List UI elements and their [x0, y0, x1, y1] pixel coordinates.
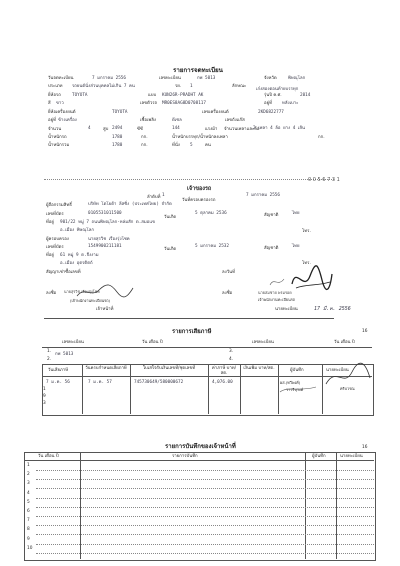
reg-date-value: 7 มกราคม 2556 — [92, 76, 126, 81]
rights-holder-value: บริษัท โตโยต้า ลีสซิ่ง (ประเทศไทย) จำกัด — [88, 202, 172, 207]
make-label: ยี่ห้อรถ — [48, 93, 61, 98]
address2-value-2: อ.เมือง อุตรดิตถ์ — [60, 261, 93, 266]
tax-plate-no-1: 1. — [47, 349, 52, 354]
tax-row-receipt: 745730649/580000672 — [134, 380, 184, 385]
type-label: ประเภท — [48, 84, 63, 89]
plate-label: เลขทะเบียน — [159, 76, 181, 81]
tank-label: เลขถังแก๊ส — [225, 118, 245, 123]
gross-unit: กก. — [141, 143, 148, 148]
records-page-no: 16 — [362, 445, 368, 450]
axle-value: 2 เพลา 4 ล้อ ยาง 4 เส้น — [253, 126, 305, 131]
stray-text: 0 0 5 6 7 3 1 — [308, 177, 340, 183]
records-row-number: 2 — [27, 472, 30, 478]
color-label: สี — [48, 101, 51, 106]
registrar-role: เจ้าพนักงานทะเบียนรถ — [258, 297, 296, 302]
hp-value: 144 — [172, 126, 180, 131]
records-header-rule — [24, 460, 374, 461]
tax-col-due: วันครบกำหนดเสียภาษี — [85, 366, 127, 371]
tax-date-header-2: วัน เดือน ปี — [334, 340, 355, 345]
seats-label: ที่นั่ง — [172, 143, 180, 148]
address2-value: 61 หมู่ 9 ต.จึงงาม — [60, 253, 99, 258]
records-col-entry: รายการบันทึก — [172, 454, 198, 459]
sequence-label: ลำดับที่ — [147, 195, 161, 200]
tax-col-paid: วันเสียภาษี — [48, 368, 69, 373]
registrar-title: นายทะเบียน — [275, 307, 298, 312]
class-label: รย. — [175, 84, 182, 89]
tax-row-number: 1 — [43, 387, 46, 392]
tax-plate-no-3: 3. — [229, 349, 234, 354]
registrar-name: นายสมชาย พรมรอด — [258, 290, 292, 295]
cc-label: ซีซี — [137, 127, 143, 132]
cc-value: 2494 — [112, 126, 123, 131]
tax-recorder-sign: วาวรีบุรงค์ — [286, 387, 304, 392]
engine-no-value: 2KD6822777 — [258, 110, 284, 115]
acquired-value: 7 มกราคม 2556 — [246, 193, 280, 198]
records-row-line — [36, 544, 374, 545]
id2-label: เลขที่บัตร — [46, 245, 64, 250]
tax-col-extra: เงินเพิ่ม บาท/สต. — [243, 366, 275, 371]
hire-contract-label: สัญญาเช่าซื้อเลขที่ — [46, 270, 81, 275]
registrar-sign-label: ลงชื่อ — [222, 291, 233, 296]
nationality-label: สัญชาติ — [264, 213, 279, 218]
birth-label: วันเกิด — [164, 215, 177, 220]
records-col-recorder: ผู้บันทึก — [312, 454, 326, 459]
weight-value: 1780 — [112, 135, 123, 140]
tax-row-paid: 7 ม.ค. 56 — [46, 380, 70, 385]
tax-registrar-signature-mark — [322, 362, 374, 390]
tax-col-divider — [208, 364, 209, 414]
acquired-label: วันที่ครอบครองรถ — [182, 198, 216, 203]
cylinder-unit: สูบ — [103, 127, 109, 132]
gross-label: น้ำหนักรวม — [48, 143, 70, 148]
birth2-label: วันเกิด — [164, 247, 177, 252]
plate-value: กพ 5013 — [197, 76, 216, 81]
rights-holder-label: ผู้ถือกรรมสิทธิ์ — [46, 203, 72, 208]
sign-role: เจ้าหน้าที่ — [96, 307, 114, 312]
load-unit: กก. — [318, 135, 325, 140]
records-row-number: 1 — [27, 463, 30, 468]
records-row-line — [36, 516, 374, 517]
class-value: 1 — [190, 84, 193, 89]
load-label: น้ำหนักบรรทุก/น้ำหนักลงเพลา — [172, 135, 228, 140]
tax-col-divider — [240, 364, 241, 414]
tax-recorder-signature-mark — [278, 384, 318, 394]
tax-col-divider — [130, 364, 131, 414]
style-label: ลักษณะ — [232, 84, 247, 89]
province-value: พิษณุโลก — [288, 76, 306, 81]
province-label: จังหวัด — [264, 76, 277, 81]
records-row-line — [36, 507, 374, 508]
tax-row-number: 3 — [43, 401, 46, 406]
year-label: รุ่นปี ค.ศ. — [264, 93, 282, 98]
tax-row-registrar: คริบวรณ — [340, 386, 355, 391]
sign-name: นายสุรวิช เรืองรุ่งโชค — [64, 289, 100, 294]
id2-value: 1549900211181 — [88, 244, 122, 249]
address-value: 901/22 หมู่ 7 ถนนพิษณุโลก-หล่มสัก ต.สมอแข — [60, 220, 156, 225]
tax-row-number: 9 — [43, 394, 46, 399]
tax-row-amount: 4,076.00 — [212, 380, 233, 385]
model-label: แบบ — [148, 93, 157, 98]
fuel-label: เชื้อเพลิง — [140, 118, 156, 123]
sequence-value: 1 — [162, 193, 165, 198]
address-label: ที่อยู่ — [46, 220, 54, 225]
id-value: 0105531011500 — [88, 211, 122, 216]
sign-label: ลงชื่อ — [46, 291, 57, 296]
tax-col-amount: ค่าภาษี บาท/สต. — [211, 366, 237, 376]
separator-line — [44, 179, 334, 180]
records-row-number: 10 — [27, 545, 33, 551]
registrar-initials-mark — [268, 277, 286, 287]
sign-caption: (เจ้าพนักงานทะเบียนรถ) — [70, 298, 111, 303]
records-col-date: วัน เดือน ปี — [38, 454, 59, 459]
nationality2-value: ไทย — [292, 244, 300, 249]
records-row-number: 7 — [27, 518, 30, 524]
chassis-value: MR0ES8AG8D0708117 — [162, 101, 206, 106]
owner-title: เจ้าของรถ — [187, 186, 212, 192]
engine-location-value: ข้างเครื่อง — [58, 118, 77, 123]
records-row-line — [36, 488, 374, 489]
chassis-location-value: หลังเบาะ — [282, 101, 299, 106]
address-value-2: อ.เมือง พิษณุโลก — [60, 228, 94, 233]
records-row-number: 8 — [27, 527, 30, 533]
officer-signature-mark — [75, 280, 135, 302]
records-row-number: 9 — [27, 536, 30, 542]
tax-row-due: 7 ม.ค. 57 — [88, 380, 112, 385]
seats-unit: คน — [205, 143, 211, 148]
contract-date-label: ลงวันที่ — [222, 270, 235, 275]
birth2-value: 5 มกราคม 2532 — [195, 244, 229, 249]
registrar-signature-mark — [288, 262, 334, 296]
records-row-line — [36, 534, 374, 535]
phone-label: โทร. — [302, 229, 311, 234]
tax-plate-header: เลขทะเบียน — [62, 340, 84, 345]
possessor-value: นายสุรวิช เรืองรุ่งโชค — [88, 237, 130, 242]
records-row-line — [36, 479, 374, 480]
hp-label: แรงม้า — [205, 127, 218, 132]
tax-date-header: วัน เดือน ปี — [142, 340, 163, 345]
engine-make-label: ยี่ห้อเครื่องยนต์ — [48, 110, 76, 115]
tax-plate-no-4: 4. — [229, 357, 234, 362]
tax-plate-header-2: เลขทะเบียน — [252, 340, 274, 345]
tax-page-no: 16 — [362, 329, 368, 334]
weight-label: น้ำหนักรถ — [48, 135, 67, 140]
records-row-line — [36, 553, 374, 554]
axle-label: จำนวนเพลาและล้อ — [224, 127, 260, 132]
type-value: รถยนต์นั่งส่วนบุคคลไม่เกิน 7 คน — [72, 84, 135, 89]
reg-date-label: วันจดทะเบียน — [48, 76, 74, 81]
fuel-value: ดีเซล — [172, 118, 182, 123]
tax-col-recorder: ผู้บันทึก — [290, 368, 304, 373]
tax-col-divider — [82, 364, 83, 414]
birth-value: 5 ตุลาคม 2536 — [195, 211, 227, 216]
id-label: เลขที่บัตร — [46, 212, 64, 217]
records-row-line — [36, 498, 374, 499]
model-value: KUN26R-PRADHT AK — [162, 93, 204, 98]
address2-label: ที่อยู่ — [46, 253, 54, 258]
tax-plate-no-2: 2. — [47, 357, 52, 362]
seats-value: 5 — [190, 143, 193, 148]
engine-no-label: เลขเครื่องยนต์ — [202, 110, 229, 115]
records-row-number: 6 — [27, 509, 30, 514]
cylinder-label: จำนวน — [48, 127, 62, 132]
possessor-label: ผู้ครอบครอง — [46, 237, 69, 242]
engine-location-label: อยู่ที่ — [48, 118, 56, 123]
tax-col-receipt: ใบเสร็จรับเงินเลขที่/ชุดเลขที่ — [142, 366, 196, 371]
weight-unit: กก. — [141, 135, 148, 140]
cylinder-value: 4 — [88, 126, 91, 131]
chassis-label: เลขตัวรถ — [140, 101, 158, 106]
registration-title: รายการจดทะเบียน — [173, 67, 223, 74]
color-value: ขาว — [56, 101, 64, 106]
nationality2-label: สัญชาติ — [264, 246, 279, 251]
records-row-number: 5 — [27, 499, 30, 505]
records-row-line — [36, 470, 374, 471]
records-row-number: 3 — [27, 481, 30, 487]
tax-plate-1: กพ 5013 — [55, 352, 74, 357]
year-value: 2014 — [300, 93, 311, 98]
style-value: เก๋งสองตอนท้ายบรรทุก — [256, 87, 299, 92]
engine-make-value: TOYOTA — [112, 110, 128, 115]
gross-value: 1780 — [112, 143, 123, 148]
records-col-registrar: นายทะเบียน — [340, 454, 363, 459]
make-value: TOYOTA — [72, 93, 88, 98]
chassis-location-label: อยู่ที่ — [264, 101, 272, 106]
tax-plates-top-rule — [42, 347, 372, 348]
records-row-number: 4 — [27, 490, 30, 496]
records-title: รายการบันทึกของเจ้าหน้าที่ — [165, 443, 236, 450]
tax-row-recorder: ผส.(ทวีพงศ์) — [280, 380, 301, 385]
records-row-line — [36, 525, 374, 526]
phone2-label: โทร. — [302, 261, 311, 266]
owner-bottom-rule — [44, 318, 334, 319]
tax-col-registrar: นายทะเบียน — [326, 368, 349, 373]
tax-title: รายการเสียภาษี — [172, 329, 212, 335]
registrar-date: 17 มี.ค. 2556 — [314, 306, 351, 312]
nationality-value: ไทย — [292, 211, 300, 216]
